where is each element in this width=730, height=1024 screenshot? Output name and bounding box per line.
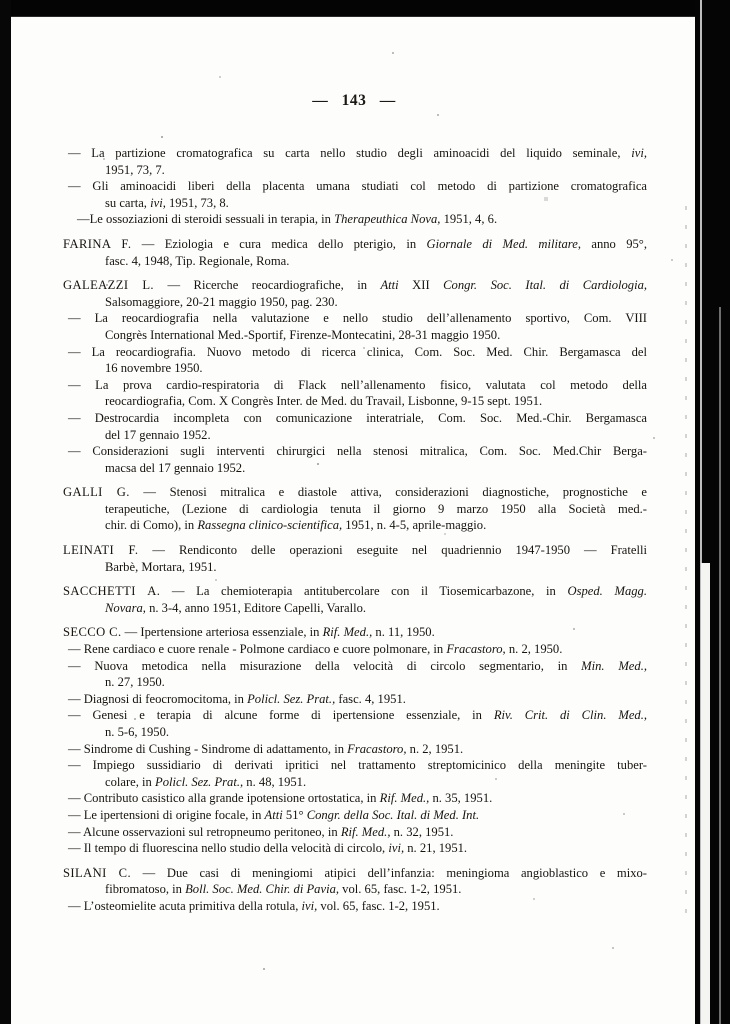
text-segment: , anno 95°, bbox=[577, 236, 647, 251]
text-segment: vol. 65, fasc. 1-2, 1951. bbox=[317, 898, 440, 913]
bibliography-entry bbox=[63, 310, 647, 343]
text-segment: n. 11, 1950. bbox=[372, 625, 435, 640]
italic-text-segment: Therapeuthica Nova, bbox=[334, 212, 441, 227]
text-segment: n. 5-6, 1950. bbox=[105, 725, 170, 739]
author-name: GALLI G. bbox=[63, 485, 130, 500]
text-segment: n. 27, 1950. bbox=[105, 675, 165, 690]
text-segment: reocardiografia, Com. X Congrès Inter. de Med. du Travail, Lisbonne, 9-15 sept. 1951. bbox=[105, 394, 543, 409]
italic-text-segment: ivi, bbox=[388, 841, 405, 856]
text-segment: n. 32, 1951. bbox=[390, 824, 454, 839]
scan-border-left bbox=[0, 0, 11, 1024]
entry-line bbox=[68, 310, 647, 327]
italic-text-segment: Rassegna clinico-scientifica, bbox=[197, 518, 343, 533]
text-segment: — Considerazioni sugli interventi chirurgici nella stenosi mitralica, Com. Soc. Med.Chir Berga- bbox=[68, 444, 647, 459]
text-segment: — La chemioterapia antitubercolare con il Tiosemicarbazone, in bbox=[160, 584, 568, 599]
entry-line bbox=[105, 600, 647, 617]
text-segment: — Ricerche reocardiografiche, in bbox=[153, 278, 381, 293]
text-segment: n. 2, 1950. bbox=[505, 642, 563, 657]
entry-line bbox=[68, 178, 647, 195]
entry-line bbox=[105, 559, 647, 576]
text-segment: — La reocardiografia. Nuovo metodo di ricerca clinica, Com. Soc. Med. Chir. Bergamasca del bbox=[68, 344, 647, 359]
text-segment: — Impiego sussidiario di derivati ipritici nel trattamento streptomicinico della meningite tuber- bbox=[68, 758, 647, 773]
text-segment: vol. 65, fasc. 1-2, 1951. bbox=[339, 882, 462, 897]
bibliography-entry bbox=[63, 741, 647, 758]
bibliography-entry bbox=[63, 542, 647, 575]
entry-line bbox=[105, 253, 647, 270]
entry-line bbox=[68, 377, 647, 394]
text-segment: macsa del 17 gennaio 1952. bbox=[105, 460, 246, 475]
text-segment: su carta, bbox=[105, 195, 151, 210]
text-segment: n. 35, 1951. bbox=[429, 791, 493, 806]
scan-streak bbox=[701, 563, 710, 1024]
author-name: SILANI C. bbox=[63, 865, 132, 880]
italic-text-segment: Atti bbox=[264, 807, 283, 822]
text-segment: —Le ossoziazioni di steroidi sessuali in terapia, in bbox=[77, 212, 335, 227]
entry-line bbox=[68, 344, 647, 361]
entry-line bbox=[68, 898, 647, 915]
entry-line bbox=[105, 881, 647, 898]
bibliography-list bbox=[63, 145, 647, 915]
text-segment: n. 21, 1951. bbox=[404, 841, 468, 856]
bibliography-entry bbox=[63, 583, 647, 616]
text-segment: — Sindrome di Cushing - Sindrome di adattamento, in bbox=[68, 741, 348, 756]
text-segment: — La prova cardio-respiratoria di Flack nell’allenamento fisico, valutata col metodo della bbox=[68, 377, 647, 392]
text-segment: — Le ipertensioni di origine focale, in bbox=[68, 807, 265, 822]
bibliography-entry bbox=[63, 691, 647, 708]
bibliography-entry bbox=[63, 757, 647, 790]
entry-line bbox=[68, 741, 647, 758]
text-segment: 1951, 4, 6. bbox=[440, 212, 498, 227]
text-segment: fibromatoso, in bbox=[105, 882, 186, 897]
bibliography-entry bbox=[63, 658, 647, 691]
italic-text-segment: Policl. Sez. Prat., bbox=[155, 774, 244, 789]
italic-text-segment: Novara, bbox=[105, 600, 146, 615]
entry-line bbox=[68, 824, 647, 841]
bibliography-entry bbox=[63, 410, 647, 443]
bibliography-entry bbox=[63, 344, 647, 377]
italic-text-segment: Congr. della Soc. Ital. di Med. Int. bbox=[306, 807, 480, 822]
bibliography-entry bbox=[63, 898, 647, 915]
text-segment: — Rene cardiaco e cuore renale - Polmone cardiaco e cuore polmonare, in bbox=[68, 642, 447, 657]
italic-text-segment: Min. Med., bbox=[581, 658, 647, 673]
text-segment: — Alcune osservazioni sul retropneumo peritoneo, in bbox=[68, 824, 341, 839]
italic-text-segment: Fracastoro, bbox=[347, 741, 407, 756]
entry-line bbox=[63, 865, 647, 882]
author-name: LEINATI F. bbox=[63, 543, 139, 558]
text-segment: n. 3-4, anno 1951, Editore Capelli, Varallo. bbox=[145, 600, 367, 615]
text-segment: — Stenosi mitralica e diastole attiva, considerazioni diagnostiche, prognostiche e bbox=[129, 485, 647, 500]
entry-line bbox=[105, 327, 647, 344]
text-segment: — La reocardiografia nella valutazione e nello studio dell’allenamento sportivo, Com. VIII bbox=[68, 311, 647, 326]
italic-text-segment: ivi, bbox=[301, 898, 318, 913]
italic-text-segment: Boll. Soc. Med. Chir. di Pavia, bbox=[185, 882, 340, 897]
text-segment: — Genesi e terapia di alcune forme di ipertensione essenziale, in bbox=[68, 708, 494, 723]
entry-line bbox=[105, 674, 647, 691]
entry-line bbox=[68, 145, 647, 162]
text-segment: colare, in bbox=[105, 774, 155, 789]
entry-line bbox=[105, 393, 647, 410]
italic-text-segment: Policl. Sez. Prat., bbox=[247, 691, 336, 706]
entry-line bbox=[105, 517, 647, 534]
text-segment: fasc. 4, 1948, Tip. Regionale, Roma. bbox=[105, 253, 290, 268]
author-name: GALEAZZI L. bbox=[63, 278, 154, 293]
entry-line bbox=[68, 443, 647, 460]
entry-line bbox=[105, 427, 647, 444]
entry-line bbox=[105, 460, 647, 477]
bibliography-entry bbox=[63, 790, 647, 807]
bibliography-entry bbox=[63, 211, 647, 228]
text-segment: 1951, n. 4-5, aprile-maggio. bbox=[342, 518, 487, 533]
text-segment: — Ipertensione arteriosa essenziale, in bbox=[121, 625, 323, 640]
entry-line bbox=[68, 691, 647, 708]
entry-line bbox=[63, 583, 647, 600]
text-segment: — Due casi di meningiomi atipici dell’infanzia: meningioma angioblastico e mixo- bbox=[131, 865, 647, 880]
bibliography-entry bbox=[63, 443, 647, 476]
text-segment: — Il tempo di fluorescina nello studio della velocità di circolo, bbox=[68, 841, 389, 856]
entry-line bbox=[63, 277, 647, 294]
text-segment: terapeutiche, (Lezione di cardiologia tenuta il giorno 9 marzo 1950 alla Società med.- bbox=[105, 501, 647, 516]
text-segment: 51° bbox=[282, 807, 307, 822]
bibliography-entry bbox=[63, 277, 647, 310]
entry-line bbox=[68, 658, 647, 675]
italic-text-segment: ivi, bbox=[150, 195, 166, 210]
text-segment: n. 2, 1951. bbox=[406, 741, 464, 756]
author-name: SACCHETTI A. bbox=[63, 584, 161, 599]
text-segment: 1951, 73, 8. bbox=[165, 195, 229, 210]
text-segment: Barbè, Mortara, 1951. bbox=[105, 559, 217, 574]
italic-text-segment: Rif. Med., bbox=[379, 791, 430, 806]
scan-margin-noise bbox=[685, 206, 687, 916]
bibliography-entry bbox=[63, 145, 647, 178]
italic-text-segment: Rif. Med., bbox=[322, 625, 373, 640]
italic-text-segment: Atti bbox=[380, 278, 399, 293]
text-segment: fasc. 4, 1951. bbox=[335, 691, 406, 706]
entry-line bbox=[105, 195, 647, 212]
bibliography-entry bbox=[63, 840, 647, 857]
page-number: — 143 — bbox=[312, 92, 396, 109]
text-segment: — Destrocardia incompleta con comunicazione interatriale, Com. Soc. Med.-Chir. Bergamasca bbox=[68, 410, 647, 425]
text-segment: XII bbox=[398, 278, 444, 293]
entry-line bbox=[105, 294, 647, 311]
text-segment: n. 48, 1951. bbox=[243, 774, 307, 789]
italic-text-segment: Congr. Soc. Ital. di Cardiologia, bbox=[443, 278, 648, 293]
author-name: SECCO C. bbox=[63, 625, 122, 640]
bibliography-entry bbox=[63, 807, 647, 824]
entry-line bbox=[77, 211, 647, 228]
text-segment: Salsomaggiore, 20-21 maggio 1950, pag. 230. bbox=[105, 294, 338, 309]
text-segment: — Nuova metodica nella misurazione della velocità di circolo segmentario, in bbox=[68, 658, 582, 673]
text-segment: — Rendiconto delle operazioni eseguite nel quadriennio 1947-1950 — Fratelli bbox=[138, 543, 647, 558]
text-segment: del 17 gennaio 1952. bbox=[105, 427, 211, 442]
scan-border-right bbox=[695, 0, 730, 1024]
scan-border-top bbox=[0, 0, 730, 17]
text-segment: — Eziologia e cura medica dello pterigio, in bbox=[131, 236, 427, 251]
entry-line bbox=[105, 774, 647, 791]
bibliography-entry bbox=[63, 641, 647, 658]
bibliography-entry bbox=[63, 624, 647, 641]
italic-text-segment: Osped. Magg. bbox=[567, 584, 647, 599]
text-segment: chir. di Como), in bbox=[105, 518, 198, 533]
bibliography-entry bbox=[63, 484, 647, 534]
entry-line bbox=[68, 641, 647, 658]
entry-line bbox=[105, 360, 647, 377]
bibliography-entry bbox=[63, 178, 647, 211]
text-segment: — Contributo casistico alla grande ipotensione ortostatica, in bbox=[68, 791, 380, 806]
entry-line bbox=[68, 807, 647, 824]
entry-line bbox=[105, 724, 647, 741]
entry-line bbox=[68, 840, 647, 857]
italic-text-segment: ivi, bbox=[631, 146, 647, 160]
text-segment: — Gli aminoacidi liberi della placenta umana studiati col metodo di partizione cromatografica bbox=[68, 179, 647, 194]
bibliography-entry bbox=[63, 707, 647, 740]
entry-line bbox=[68, 707, 647, 724]
text-segment: — L’osteomielite acuta primitiva della rotula, bbox=[68, 898, 302, 913]
author-name: FARINA F. bbox=[63, 236, 132, 251]
italic-text-segment: Giornale di Med. militare bbox=[426, 236, 578, 251]
text-segment: 1951, 73, 7. bbox=[105, 162, 165, 177]
entry-line bbox=[63, 484, 647, 501]
entry-line bbox=[63, 542, 647, 559]
entry-line bbox=[68, 410, 647, 427]
italic-text-segment: Riv. Crit. di Clin. Med., bbox=[493, 708, 648, 723]
bibliography-entry bbox=[63, 377, 647, 410]
entry-line bbox=[68, 757, 647, 774]
page bbox=[11, 16, 697, 1024]
text-segment: — La partizione cromatografica su carta nello studio degli aminoacidi del liquido seminale, bbox=[68, 146, 632, 160]
entry-line bbox=[63, 624, 647, 641]
italic-text-segment: Rif. Med., bbox=[340, 824, 391, 839]
entry-line bbox=[68, 790, 647, 807]
entry-line bbox=[105, 162, 647, 179]
text-segment: 16 novembre 1950. bbox=[105, 361, 203, 376]
text-segment: Congrès International Med.-Sportif, Firenze-Montecatini, 28-31 maggio 1950. bbox=[105, 327, 501, 342]
entry-line bbox=[105, 501, 647, 518]
text-segment: — Diagnosi di feocromocitoma, in bbox=[68, 691, 248, 706]
italic-text-segment: Fracastoro, bbox=[446, 642, 506, 657]
scan-streak bbox=[719, 307, 721, 1024]
bibliography-entry bbox=[63, 824, 647, 841]
entry-line bbox=[63, 236, 647, 253]
bibliography-entry bbox=[63, 865, 647, 898]
bibliography-entry bbox=[63, 236, 647, 269]
